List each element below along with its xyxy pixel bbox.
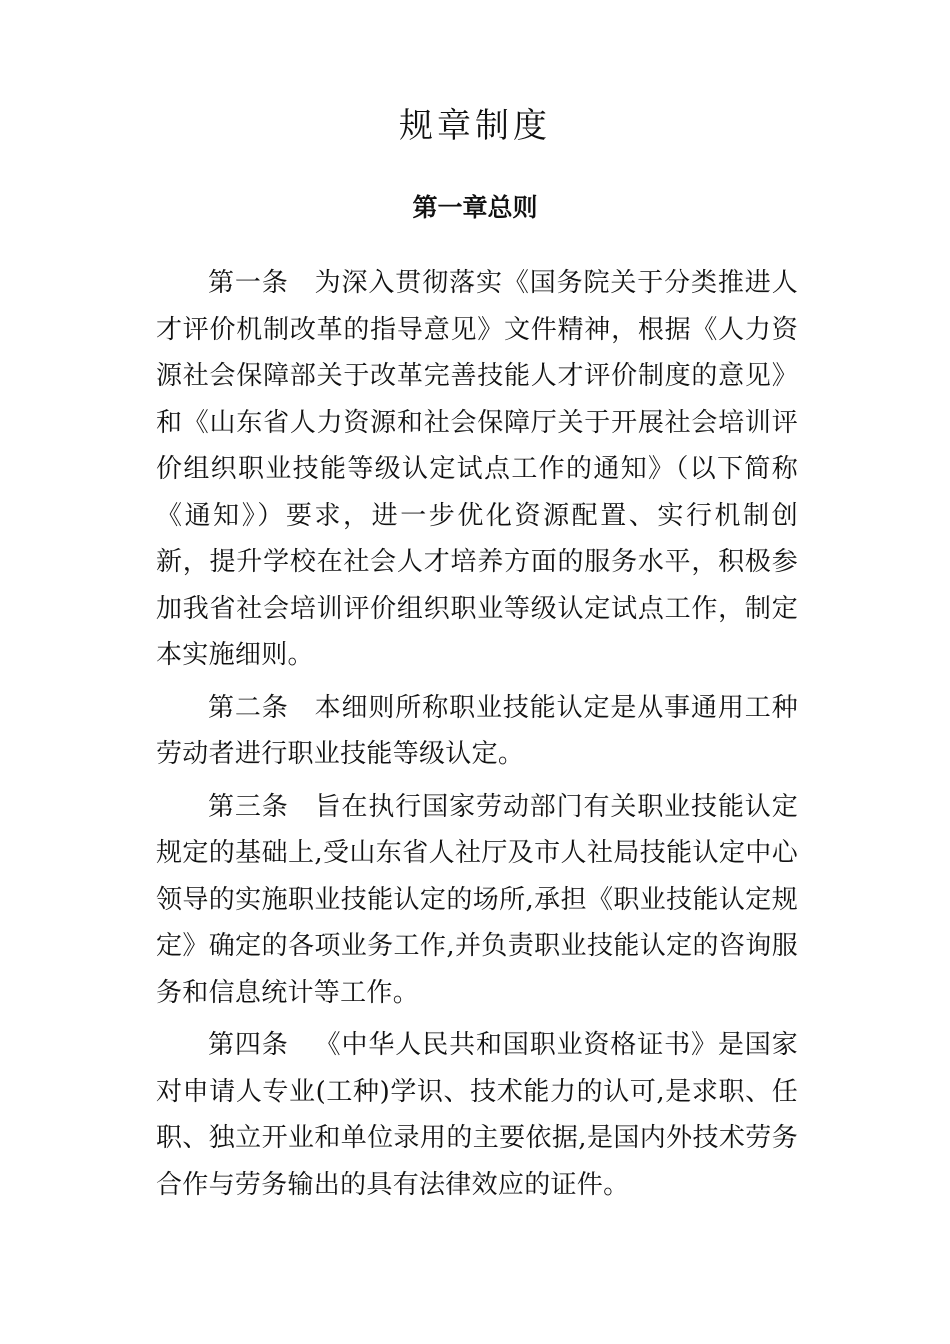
article-label: 第二条: [208, 692, 289, 723]
article-3: [156, 784, 798, 1017]
article-text: 《中华人民共和国职业资格证书》是国家对申请人专业(工种)学识、技术能力的认可,是求职、任职、独立开业和单位录用的主要依据,是国内外技术劳务合作与劳务输出的具有法律效应的证件。: [156, 1030, 798, 1200]
article-1: [156, 260, 798, 679]
article-label: 第四条: [208, 1030, 289, 1060]
article-text: 旨在执行国家劳动部门有关职业技能认定规定的基础上,受山东省人社厅及市人社局技能认定中心领导的实施职业技能认定的场所,承担《职业技能认定规定》确定的各项业务工作,并负责职业技能认定的咨询服务和信息统计等工作。: [156, 791, 798, 1008]
chapter-heading: 第一章总则: [412, 193, 538, 222]
article-label: 第三条: [208, 791, 289, 822]
document-title: 规章制度: [399, 106, 551, 146]
article-label: 第一条: [208, 268, 289, 298]
article-2: [156, 685, 798, 778]
article-4: [156, 1022, 798, 1208]
article-text: 本细则所称职业技能认定是从事通用工种劳动者进行职业技能等级认定。: [156, 692, 798, 769]
article-text: 为深入贯彻落实《国务院关于分类推进人才评价机制改革的指导意见》文件精神，根据《人力资源社会保障部关于改革完善技能人才评价制度的意见》和《山东省人力资源和社会保障厅关于开展社会培训评价组织职业技能等级认定试点工作的通知》（以下简称《通知》）要求，进一步优化资源配置、实行机制创新，提升学校在社会人才培养方面的服务水平，积极参加我省社会培训评价组织职业等级认定试点工作，制定本实施细则。: [156, 268, 798, 670]
document-body: [156, 260, 798, 1214]
